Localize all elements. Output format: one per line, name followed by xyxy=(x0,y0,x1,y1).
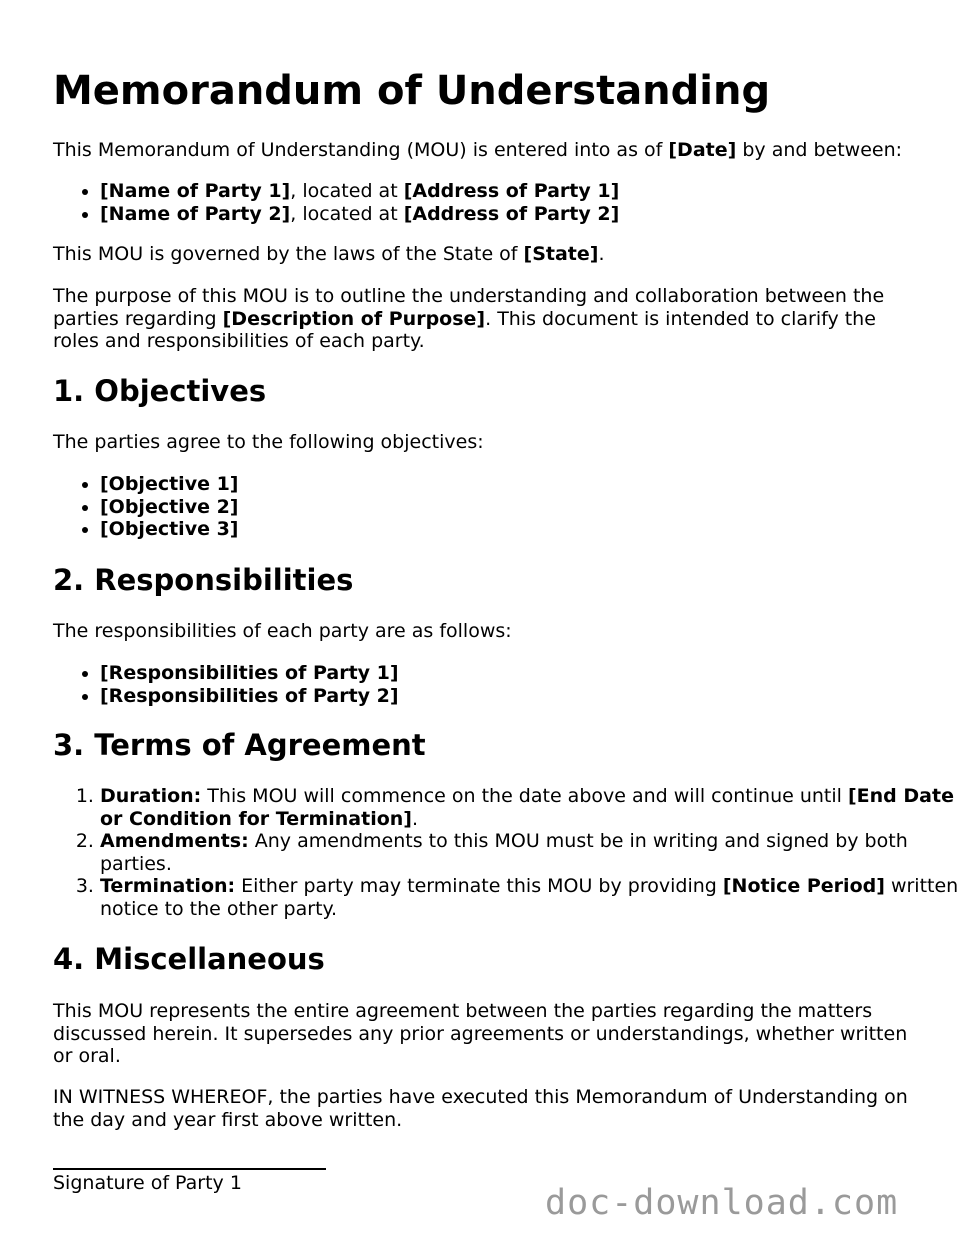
party-address: [Address of Party 1] xyxy=(403,180,620,202)
term-text-end: written notice to the other party. xyxy=(100,875,959,920)
signature-line xyxy=(53,1168,326,1170)
purpose-placeholder: [Description of Purpose] xyxy=(222,307,486,330)
responsibilities-list xyxy=(53,662,960,707)
party-separator: , located at xyxy=(290,202,404,225)
list-item xyxy=(100,473,960,496)
term-label: Duration: xyxy=(100,785,202,807)
list-item xyxy=(100,662,960,685)
responsibility-item: [Responsibilities of Party 2] xyxy=(100,684,399,707)
date-placeholder: [Date] xyxy=(668,139,737,161)
document-title: Memorandum of Understanding xyxy=(53,68,771,114)
intro-paragraph xyxy=(53,139,913,162)
miscellaneous-paragraph: This MOU represents the entire agreement between the parties regarding the matters discussed herein. It supersedes any prior agreements or understandings, whether written or oral. xyxy=(53,1000,908,1067)
term-placeholder: [End Date or Condition for Termination] xyxy=(100,785,954,830)
terms-heading: 3. Terms of Agreement xyxy=(53,728,426,762)
signature-label: Signature of Party 1 xyxy=(53,1172,242,1194)
list-item xyxy=(100,785,960,830)
governing-text-end: . xyxy=(598,243,605,265)
state-placeholder: [State] xyxy=(523,243,599,265)
term-text-end: . xyxy=(411,807,419,830)
term-label: Amendments: xyxy=(100,830,249,852)
term-text: Either party may terminate this MOU by providing xyxy=(235,875,723,897)
list-item xyxy=(100,180,960,203)
list-item xyxy=(100,685,960,708)
objectives-list xyxy=(53,473,960,541)
objectives-heading: 1. Objectives xyxy=(53,374,267,408)
parties-list xyxy=(53,180,960,225)
list-item xyxy=(100,496,960,519)
list-item xyxy=(100,830,960,875)
party-address: [Address of Party 2] xyxy=(403,202,620,225)
party-name: [Name of Party 1] xyxy=(100,180,291,202)
responsibilities-intro: The responsibilities of each party are as follows: xyxy=(53,620,512,642)
objective-item: [Objective 2] xyxy=(100,495,239,518)
governing-text: This MOU is governed by the laws of the State of xyxy=(53,243,524,265)
objectives-intro: The parties agree to the following objectives: xyxy=(53,431,484,453)
party-name: [Name of Party 2] xyxy=(100,202,291,225)
list-item xyxy=(100,875,960,920)
purpose-paragraph xyxy=(53,285,913,353)
term-label: Termination: xyxy=(100,875,236,897)
responsibility-item: [Responsibilities of Party 1] xyxy=(100,662,399,684)
objective-item: [Objective 3] xyxy=(100,518,239,540)
miscellaneous-heading: 4. Miscellaneous xyxy=(53,942,325,976)
terms-list xyxy=(53,785,960,920)
purpose-text-end: . This document is intended to clarify the roles and responsibilities of each party. xyxy=(53,307,876,352)
term-placeholder: [Notice Period] xyxy=(722,875,885,897)
intro-text-end: by and between: xyxy=(736,139,903,161)
list-item xyxy=(100,203,960,226)
purpose-text: The purpose of this MOU is to outline the understanding and collaboration between the parties regarding xyxy=(53,285,885,330)
objective-item: [Objective 1] xyxy=(100,473,239,495)
list-item xyxy=(100,518,960,541)
term-text: Any amendments to this MOU must be in writing and signed by both parties. xyxy=(100,830,908,875)
witness-paragraph: IN WITNESS WHEREOF, the parties have executed this Memorandum of Understanding on the day and year first above written. xyxy=(53,1086,908,1131)
watermark: doc-download.com xyxy=(545,1183,899,1223)
intro-text: This Memorandum of Understanding (MOU) is entered into as of xyxy=(53,139,669,161)
party-separator: , located at xyxy=(290,180,404,202)
term-text: This MOU will commence on the date above and will continue until xyxy=(201,785,848,807)
governing-law-paragraph xyxy=(53,243,913,266)
responsibilities-heading: 2. Responsibilities xyxy=(53,563,354,597)
